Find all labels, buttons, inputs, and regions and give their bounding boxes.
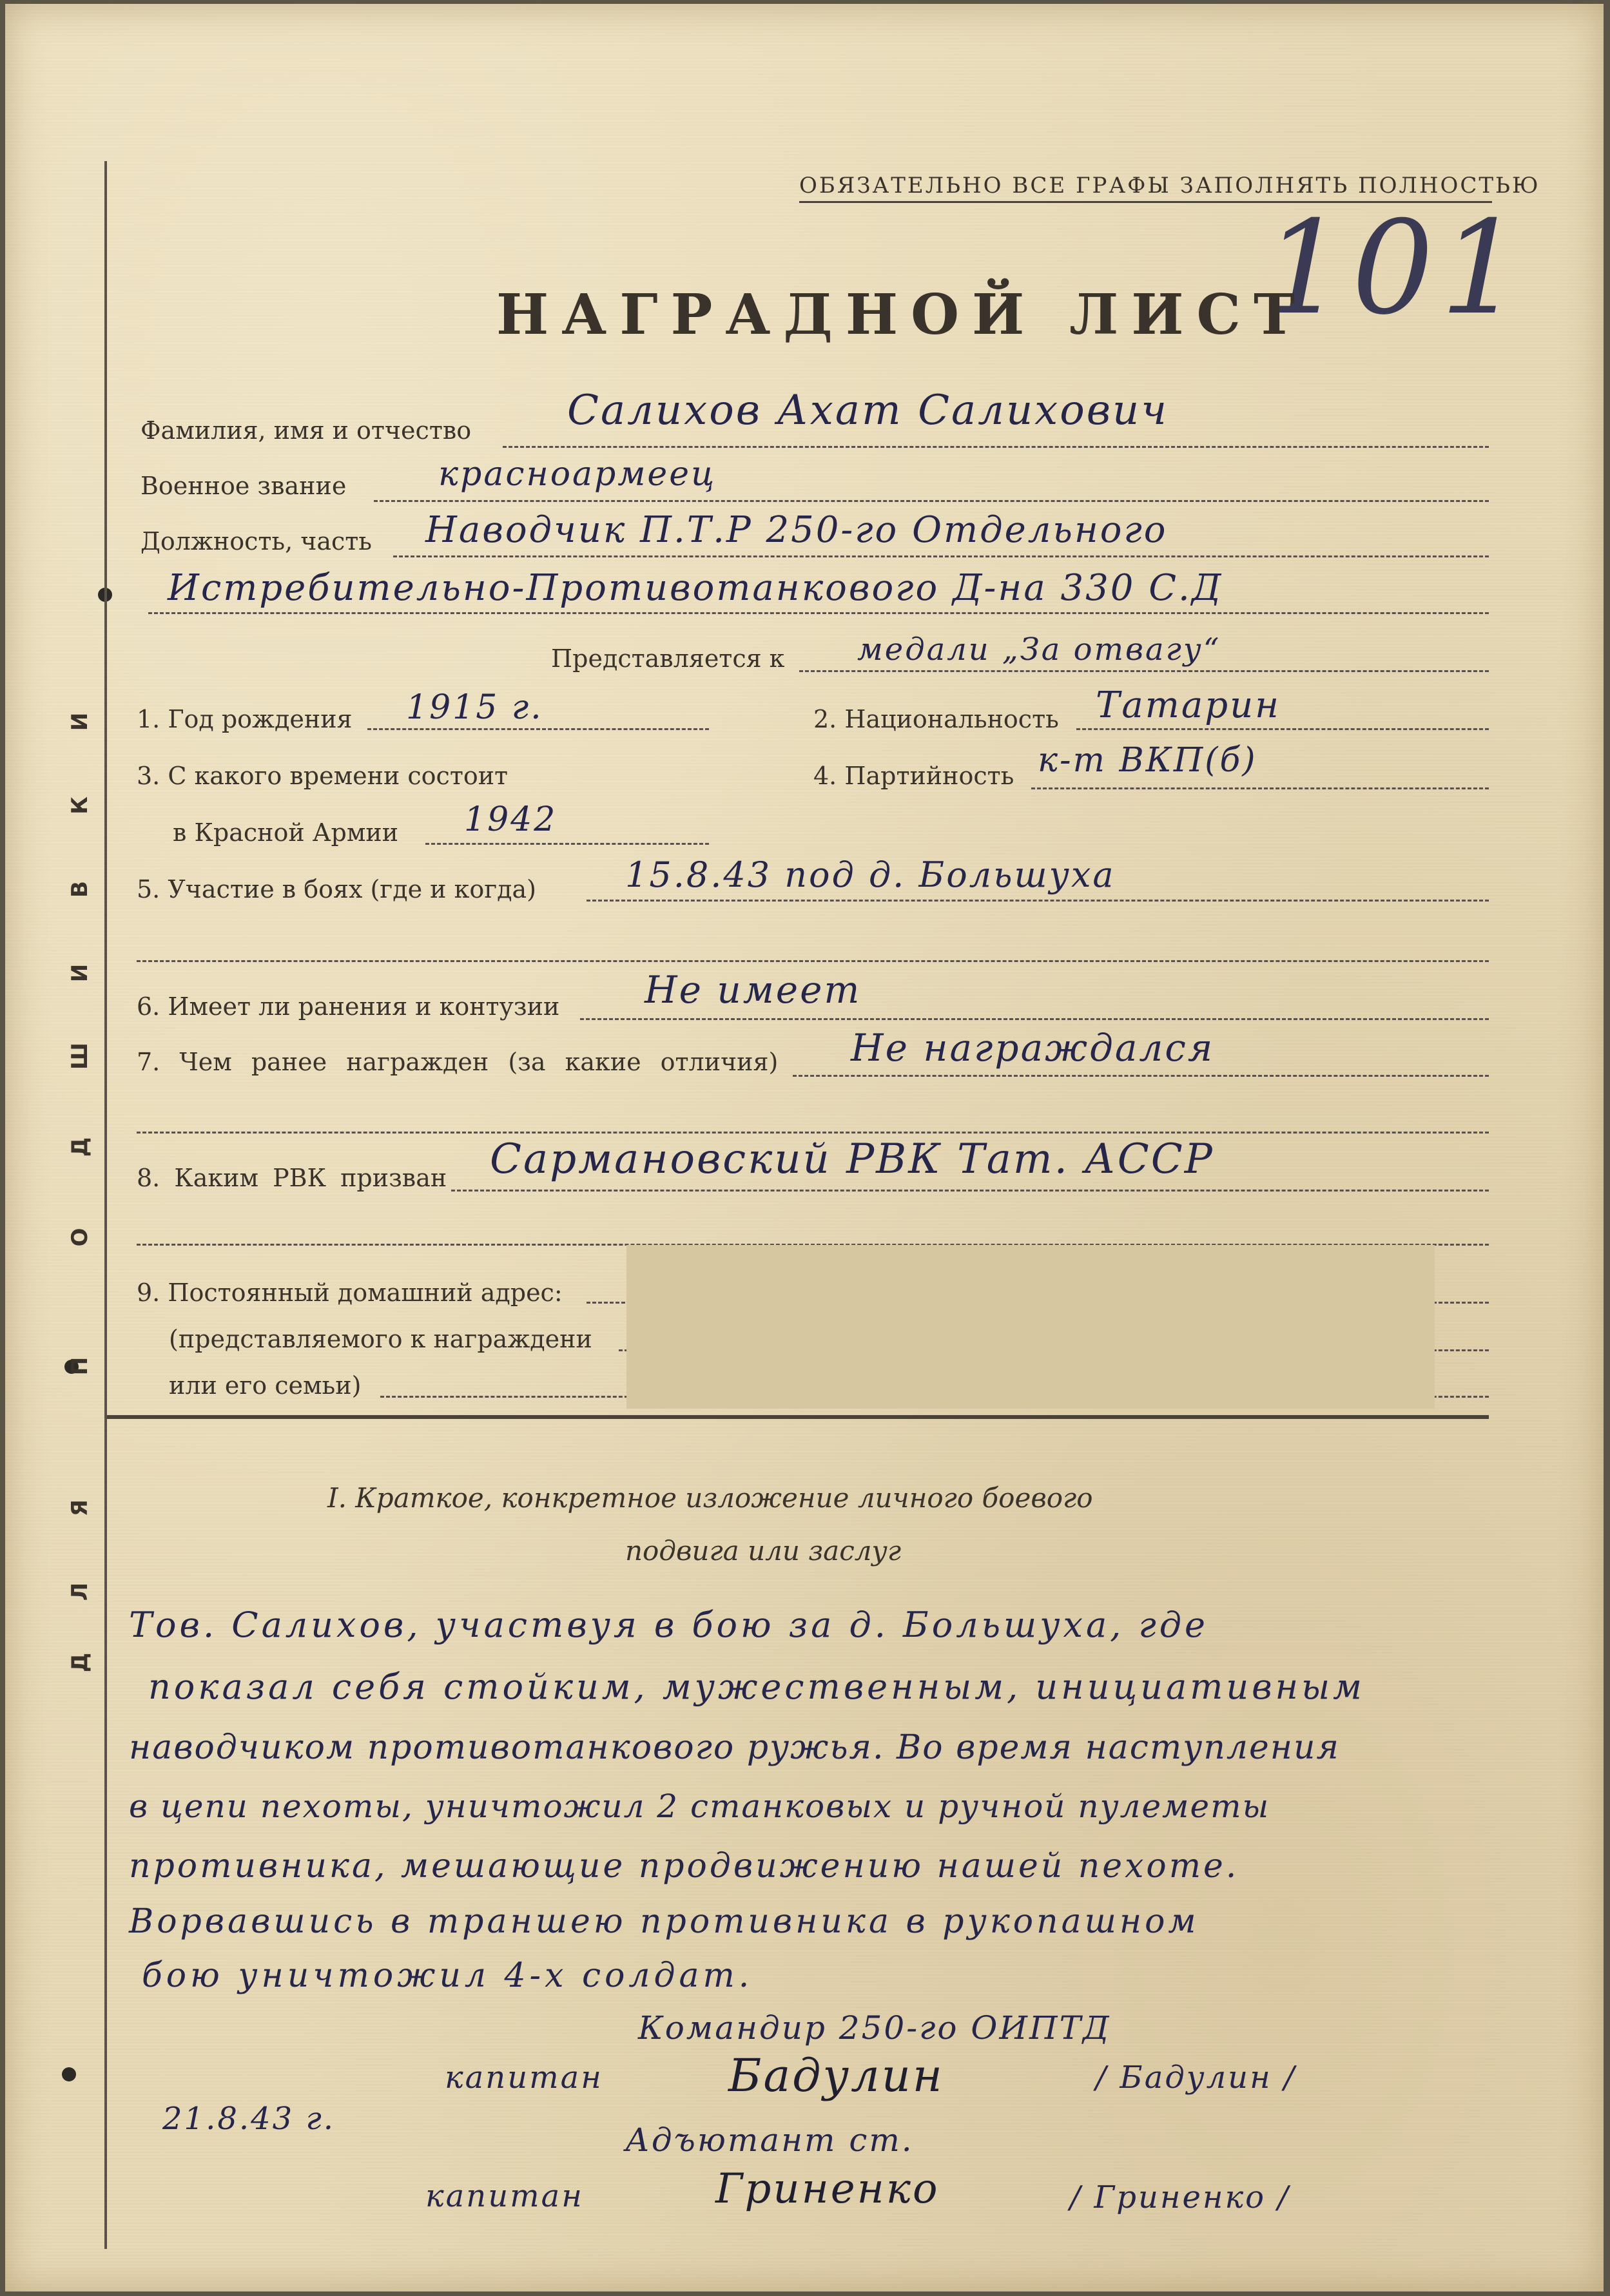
wounds-label: 6. Имеет ли ранения и контузии xyxy=(137,992,560,1021)
fill-notice: ОБЯЗАТЕЛЬНО ВСЕ ГРАФЫ ЗАПОЛНЯТЬ ПОЛНОСТЬЮ xyxy=(799,173,1540,198)
redacted-address xyxy=(626,1245,1435,1409)
margin-line xyxy=(104,161,107,2249)
rvk-value: Сармановский РВК Тат. АССР xyxy=(490,1135,1214,1183)
merit-line: Ворвавшись в траншею противника в рукопашном xyxy=(129,1902,1199,1941)
address-label-3: или его семьи) xyxy=(169,1371,362,1400)
captain-2-rank: капитан xyxy=(425,2178,584,2214)
service-since-value: 1942 xyxy=(464,800,558,839)
rank-value: красноармеец xyxy=(438,455,717,494)
side-label-char: Л xyxy=(67,1582,93,1601)
service-since-label-1: 3. С какого времени состоит xyxy=(137,762,509,790)
commander-title: Командир 250-го ОИПТД xyxy=(638,2009,1111,2047)
prior-awards-label: 7. Чем ранее награжден (за какие отличия) xyxy=(137,1048,779,1076)
side-label-char: Д xyxy=(67,1137,93,1157)
nationality-value: Татарин xyxy=(1096,684,1281,726)
wounds-line xyxy=(580,1018,1489,1020)
merit-line: наводчиком противотанкового ружья. Во время наступления xyxy=(129,1728,1340,1767)
party-value: к-т ВКП(б) xyxy=(1038,741,1257,780)
sheet-date: 21.8.43 г. xyxy=(162,2101,335,2137)
adjutant-title: Адъютант ст. xyxy=(625,2121,914,2159)
party-label: 4. Партийность xyxy=(813,762,1014,790)
battles-line-1 xyxy=(587,900,1489,902)
merit-line: Тов. Салихов, участвуя в бою за д. Большуха, где xyxy=(129,1605,1208,1645)
battles-line-2 xyxy=(137,960,1489,962)
rank-label: Военное звание xyxy=(141,472,347,500)
prior-awards-line-2 xyxy=(137,1132,1489,1134)
commander-name: / Бадулин / xyxy=(1096,2060,1297,2096)
award-line xyxy=(799,670,1489,672)
position-value-1: Наводчик П.Т.Р 250-го Отдельного xyxy=(425,509,1168,551)
birth-year-value: 1915 г. xyxy=(406,688,543,727)
signature-2: Гриненко xyxy=(715,2165,940,2213)
birth-year-line xyxy=(367,728,709,730)
adjutant-name: / Гриненко / xyxy=(1070,2179,1290,2215)
punch-hole-bottom xyxy=(62,2067,76,2081)
rvk-line-1 xyxy=(451,1190,1489,1191)
position-line-2 xyxy=(148,612,1489,614)
position-value-2: Истребительно-Противотанкового Д-на 330 С.Д xyxy=(168,567,1223,609)
side-label-char: Я xyxy=(67,1499,93,1517)
side-label-char: О xyxy=(67,1228,93,1247)
merit-line: показал себя стойким, мужественным, инициативным xyxy=(148,1666,1365,1707)
captain-1-rank: капитан xyxy=(445,2060,603,2096)
rvk-label: 8. Каким РВК призван xyxy=(137,1164,447,1192)
prior-awards-line-1 xyxy=(793,1075,1489,1077)
side-label-char: И xyxy=(67,963,93,983)
prior-awards-value: Не награждался xyxy=(851,1026,1215,1070)
award-value: медали „За отвагу“ xyxy=(857,632,1221,668)
nationality-line xyxy=(1076,728,1489,730)
corner-mark: 101 xyxy=(1263,193,1529,343)
section-divider xyxy=(107,1415,1489,1419)
side-label-char: Ш xyxy=(67,1042,93,1070)
merit-line: в цепи пехоты, уничтожил 2 станковых и ручной пулеметы xyxy=(129,1788,1270,1825)
nationality-label: 2. Национальность xyxy=(813,705,1059,733)
section-heading-2: подвига или заслуг xyxy=(625,1535,902,1567)
page-title: НАГРАДНОЙ ЛИСТ xyxy=(496,282,1308,347)
side-label-char: Д xyxy=(67,1652,93,1673)
fio-line xyxy=(503,446,1489,448)
address-label-1: 9. Постоянный домашний адрес: xyxy=(137,1278,563,1307)
battles-label: 5. Участие в боях (где и когда) xyxy=(137,875,537,903)
position-label: Должность, часть xyxy=(141,527,372,555)
side-label-char: И xyxy=(67,712,93,731)
rank-line xyxy=(374,500,1489,502)
birth-year-label: 1. Год рождения xyxy=(137,705,353,733)
service-since-label-2: в Красной Армии xyxy=(173,818,399,847)
side-label-char: К xyxy=(67,796,93,815)
side-label-char: В xyxy=(67,881,93,898)
address-label-2: (представляемого к награждени xyxy=(169,1325,592,1353)
side-label-char: П xyxy=(67,1356,93,1376)
section-heading-1: I. Краткое, конкретное изложение личного боевого xyxy=(327,1482,1093,1514)
fio-label: Фамилия, имя и отчество xyxy=(141,416,472,445)
position-line-1 xyxy=(393,555,1489,557)
party-line xyxy=(1031,787,1489,789)
service-since-line xyxy=(425,843,709,845)
fio-value: Салихов Ахат Салихович xyxy=(567,387,1169,434)
award-label: Представляется к xyxy=(551,644,785,673)
wounds-value: Не имеет xyxy=(645,968,862,1012)
merit-line: бою уничтожил 4-х солдат. xyxy=(142,1956,753,1995)
signature-1: Бадулин xyxy=(728,2049,944,2102)
merit-line: противника, мешающие продвижению нашей пехоте. xyxy=(129,1847,1239,1886)
battles-value: 15.8.43 под д. Большуха xyxy=(625,854,1116,895)
